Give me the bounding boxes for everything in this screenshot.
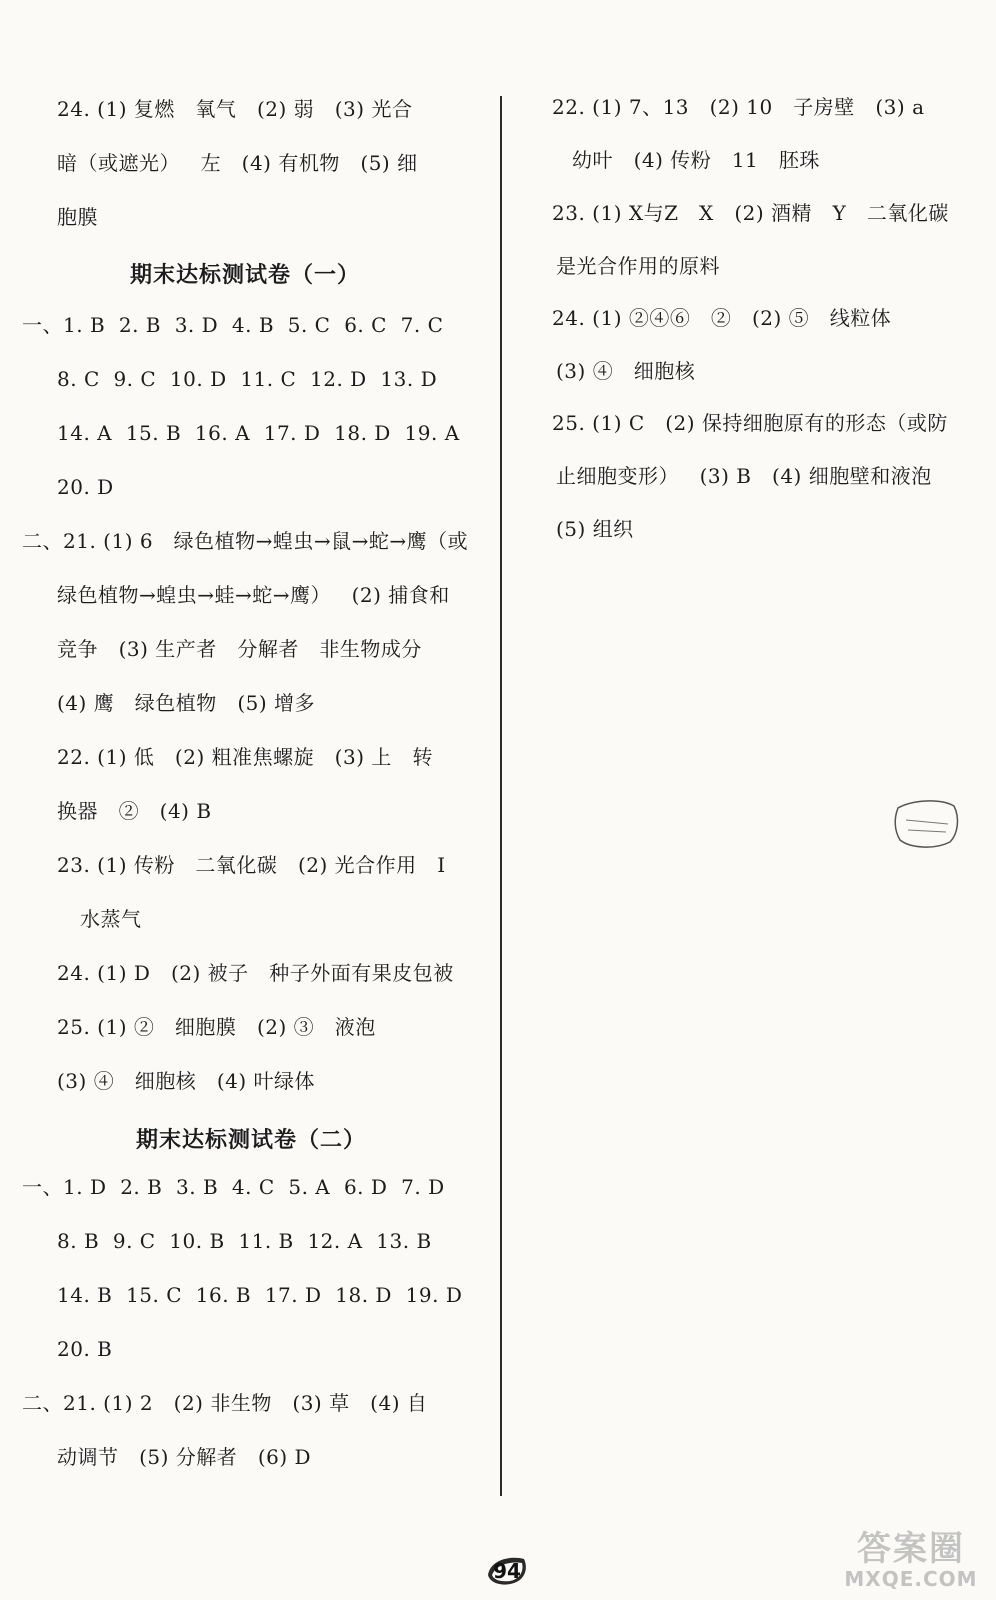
answer-line: (4) 鹰 绿色植物 (5) 增多 <box>57 691 316 715</box>
answer-line: 二、21. (1) 2 (2) 非生物 (3) 草 (4) 自 <box>22 1391 428 1415</box>
answer-line: 14. A 15. B 16. A 17. D 18. D 19. A <box>57 421 460 445</box>
page-number: 94 <box>493 1559 521 1583</box>
watermark <box>836 1530 986 1596</box>
answer-line: 25. (1) ② 细胞膜 (2) ③ 液泡 <box>57 1015 376 1039</box>
answer-line: 幼叶 (4) 传粉 11 胚珠 <box>572 148 820 172</box>
answer-line: 23. (1) 传粉 二氧化碳 (2) 光合作用 Ⅰ <box>57 853 446 877</box>
section-title-exam-2: 期末达标测试卷（二） <box>136 1128 367 1153</box>
answer-line: 25. (1) C (2) 保持细胞原有的形态（或防 <box>552 411 948 435</box>
answer-line: 动调节 (5) 分解者 (6) D <box>57 1445 312 1469</box>
answer-line: 20. B <box>57 1337 113 1361</box>
answer-line: 一、1. B 2. B 3. D 4. B 5. C 6. C 7. C <box>22 313 444 337</box>
column-divider <box>500 96 502 1496</box>
answer-line: 14. B 15. C 16. B 17. D 18. D 19. D <box>57 1283 463 1307</box>
watermark-title: 答案圈 <box>857 1529 965 1569</box>
page-number-badge <box>484 1553 530 1587</box>
answer-line: 24. (1) D (2) 被子 种子外面有果皮包被 <box>57 961 454 985</box>
answer-line: 22. (1) 7、13 (2) 10 子房壁 (3) a <box>552 95 925 119</box>
ink-stamp <box>892 798 962 850</box>
answer-line: 是光合作用的原料 <box>556 254 720 278</box>
answer-line: 换器 ② (4) B <box>57 799 212 823</box>
answer-line: 8. C 9. C 10. D 11. C 12. D 13. D <box>57 367 438 391</box>
answer-line: (3) ④ 细胞核 (4) 叶绿体 <box>57 1069 316 1093</box>
answer-line: (5) 组织 <box>556 517 634 541</box>
answer-line: 24. (1) ②④⑥ ② (2) ⑤ 线粒体 <box>552 306 892 330</box>
answer-line: 一、1. D 2. B 3. B 4. C 5. A 6. D 7. D <box>22 1175 445 1199</box>
answer-line: 二、21. (1) 6 绿色植物→蝗虫→鼠→蛇→鹰（或 <box>22 529 469 553</box>
watermark-url: MXQE.COM <box>844 1567 978 1591</box>
answer-line: 绿色植物→蝗虫→蛙→蛇→鹰） (2) 捕食和 <box>57 583 450 607</box>
answer-line: (3) ④ 细胞核 <box>556 359 696 383</box>
answer-line: 暗（或遮光） 左 (4) 有机物 (5) 细 <box>57 151 418 175</box>
section-title-exam-1: 期末达标测试卷（一） <box>130 263 361 288</box>
answer-line: 24. (1) 复燃 氧气 (2) 弱 (3) 光合 <box>57 97 413 121</box>
answer-line: 水蒸气 <box>80 907 142 931</box>
answer-line: 20. D <box>57 475 114 499</box>
answer-line: 8. B 9. C 10. B 11. B 12. A 13. B <box>57 1229 432 1253</box>
answer-line: 22. (1) 低 (2) 粗准焦螺旋 (3) 上 转 <box>57 745 433 769</box>
answer-line: 胞膜 <box>57 205 98 229</box>
answer-line: 23. (1) X与Z X (2) 酒精 Y 二氧化碳 <box>552 201 949 225</box>
answer-line: 竞争 (3) 生产者 分解者 非生物成分 <box>57 637 422 661</box>
answer-line: 止细胞变形） (3) B (4) 细胞壁和液泡 <box>556 464 932 488</box>
